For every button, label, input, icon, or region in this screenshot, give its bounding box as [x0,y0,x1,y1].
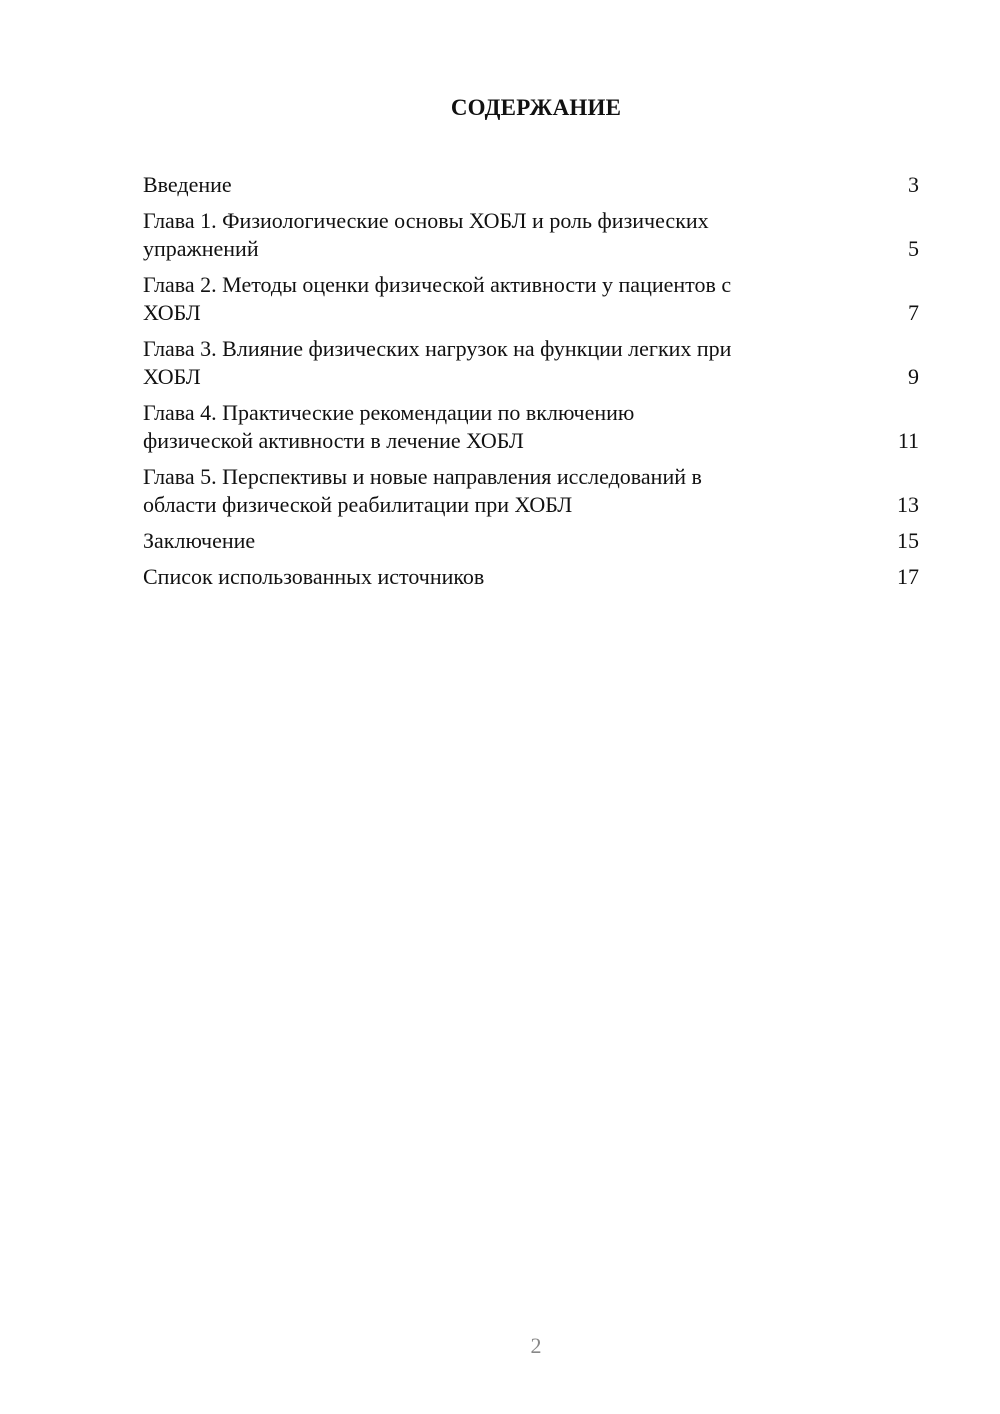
page-number: 2 [530,1333,542,1358]
toc-entry-text [143,271,833,327]
toc-entry-chapter-4 [143,399,919,455]
toc-entry-line: Глава 1. Физиологические основы ХОБЛ и роль физических [143,208,709,233]
toc-entry-text [143,171,833,199]
toc-entry-chapter-5 [143,463,919,519]
toc-entry-line: физической активности в лечение ХОБЛ [143,428,524,453]
toc-entry-text [143,399,833,455]
toc-entry-line: Введение [143,172,232,197]
toc-page-number: 5 [908,236,919,261]
toc-page-number: 11 [897,428,919,453]
toc-page-number: 3 [908,172,919,197]
toc-entry-text [143,207,833,263]
toc-entry-chapter-3 [143,335,919,391]
toc-page-number: 15 [897,528,919,553]
toc-page-number: 7 [908,300,919,325]
toc-entry-line: Заключение [143,528,256,553]
toc-entry-line: ХОБЛ [143,300,201,325]
toc-entry-chapter-2 [143,271,919,327]
toc-entry-line: ХОБЛ [143,364,201,389]
toc-entry-text [143,335,833,391]
toc-entry-line: Глава 5. Перспективы и новые направления исследований в [143,464,702,489]
toc-entry-line: Список использованных источников [143,564,485,589]
page-title: СОДЕРЖАНИЕ [450,95,622,120]
toc-entry-line: упражнений [143,236,259,261]
toc-entry-text [143,563,833,591]
toc-entry-conclusion [143,527,919,555]
toc-page-number: 13 [897,492,919,517]
toc-entry-references [143,563,919,591]
toc-entry-chapter-1 [143,207,919,263]
toc-entry-line: Глава 2. Методы оценки физической активности у пациентов с [143,272,732,297]
toc-page-number: 17 [897,564,919,589]
toc-page-number: 9 [908,364,919,389]
toc-entry-text [143,527,833,555]
toc-entry-line: Глава 3. Влияние физических нагрузок на функции легких при [143,336,732,361]
toc-entry-text [143,463,833,519]
table-of-contents [143,171,919,599]
toc-entry-line: области физической реабилитации при ХОБЛ [143,492,573,517]
toc-entry-line: Глава 4. Практические рекомендации по включению [143,400,635,425]
toc-entry-introduction [143,171,919,199]
